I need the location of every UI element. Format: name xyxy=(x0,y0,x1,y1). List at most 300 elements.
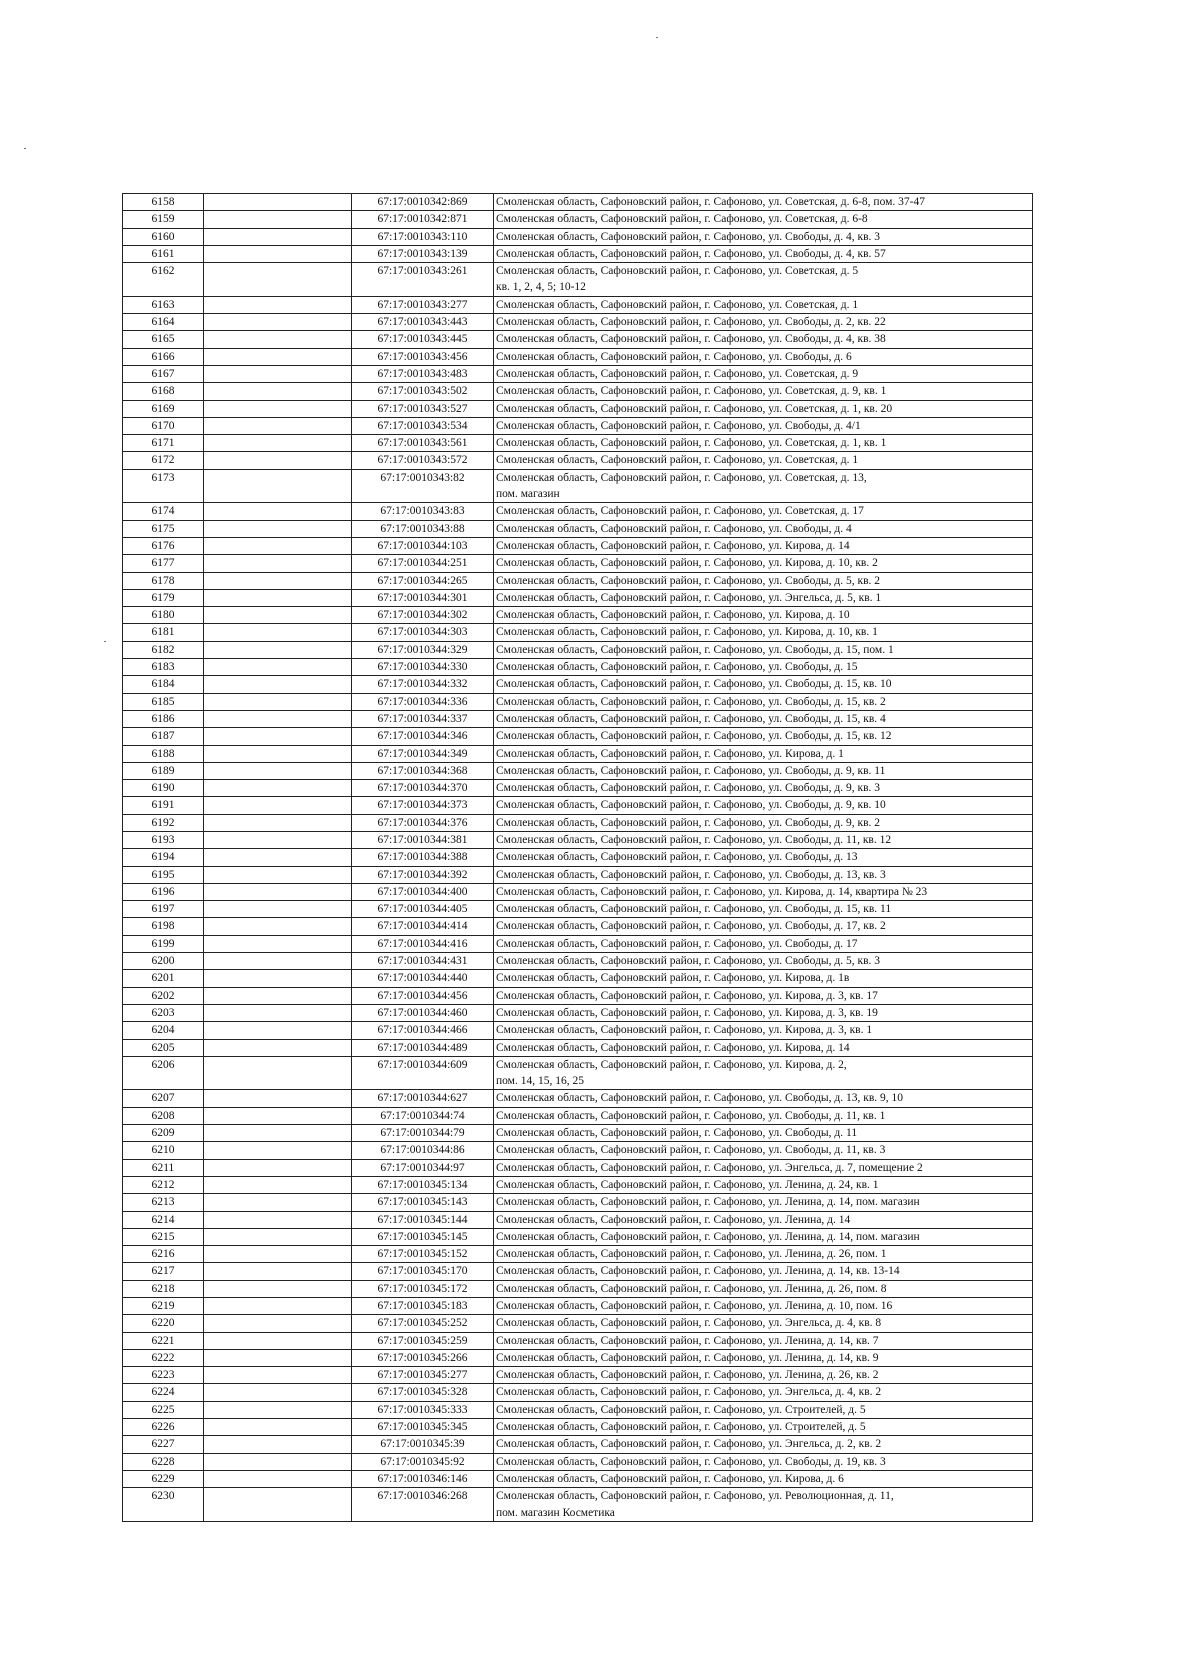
address-line: Смоленская область, Сафоновский район, г. Сафоново, ул. Свободы, д. 15, кв. 4 xyxy=(496,712,886,725)
row-number-cell: 6187 xyxy=(123,728,204,745)
address-line: Смоленская область, Сафоновский район, г. Сафоново, ул. Свободы, д. 4 xyxy=(496,522,852,535)
empty-cell xyxy=(204,228,352,245)
empty-cell xyxy=(204,211,352,228)
address-cell xyxy=(494,1039,1033,1056)
address-line: Смоленская область, Сафоновский район, г. Сафоново, ул. Кирова, д. 10 xyxy=(496,609,850,622)
table-row xyxy=(123,1419,1033,1436)
address-line: Смоленская область, Сафоновский район, г. Сафоново, ул. Ленина, д. 26, пом. 8 xyxy=(496,1282,887,1295)
table-row xyxy=(123,659,1033,676)
address-cell xyxy=(494,228,1033,245)
table-row xyxy=(123,1315,1033,1332)
table-row xyxy=(123,1436,1033,1453)
cadastral-number-cell: 67:17:0010344:388 xyxy=(352,849,494,866)
address-line: Смоленская область, Сафоновский район, г. Сафоново, ул. Свободы, д. 11, кв. 1 xyxy=(496,1109,886,1122)
table-row xyxy=(123,263,1033,297)
address-cell xyxy=(494,520,1033,537)
address-line: кв. 1, 2, 4, 5; 10-12 xyxy=(496,281,586,294)
table-row xyxy=(123,831,1033,848)
row-number-cell: 6182 xyxy=(123,641,204,658)
address-cell xyxy=(494,1453,1033,1470)
address-line: Смоленская область, Сафоновский район, г. Сафоново, ул. Энгельса, д. 4, кв. 8 xyxy=(496,1317,882,1330)
cadastral-number-cell: 67:17:0010345:134 xyxy=(352,1176,494,1193)
address-cell xyxy=(494,710,1033,727)
address-cell xyxy=(494,1056,1033,1090)
table-row xyxy=(123,1488,1033,1522)
address-cell xyxy=(494,728,1033,745)
address-line: Смоленская область, Сафоновский район, г. Сафоново, ул. Ленина, д. 14, пом. магазин xyxy=(496,1196,920,1209)
address-line: Смоленская область, Сафоновский район, г. Сафоново, ул. Ленина, д. 14, кв. 7 xyxy=(496,1334,879,1347)
address-cell xyxy=(494,1298,1033,1315)
address-line: Смоленская область, Сафоновский район, г. Сафоново, ул. Ленина, д. 14, пом. магазин xyxy=(496,1230,920,1243)
cadastral-number-cell: 67:17:0010343:83 xyxy=(352,503,494,520)
address-line: Смоленская область, Сафоновский район, г. Сафоново, ул. Свободы, д. 9, кв. 2 xyxy=(496,816,881,829)
row-number-cell: 6195 xyxy=(123,866,204,883)
table-row xyxy=(123,935,1033,952)
row-number-cell: 6223 xyxy=(123,1367,204,1384)
empty-cell xyxy=(204,1142,352,1159)
empty-cell xyxy=(204,537,352,554)
row-number-cell: 6183 xyxy=(123,659,204,676)
row-number-cell: 6226 xyxy=(123,1419,204,1436)
row-number-cell: 6210 xyxy=(123,1142,204,1159)
table-row xyxy=(123,1453,1033,1470)
cadastral-number-cell: 67:17:0010343:534 xyxy=(352,417,494,434)
empty-cell xyxy=(204,831,352,848)
empty-cell xyxy=(204,383,352,400)
table-row xyxy=(123,797,1033,814)
address-line: Смоленская область, Сафоновский район, г. Сафоново, ул. Кирова, д. 1в xyxy=(496,972,850,985)
table-row xyxy=(123,1056,1033,1090)
empty-cell xyxy=(204,710,352,727)
address-line: Смоленская область, Сафоновский район, г. Сафоново, ул. Свободы, д. 15, кв. 10 xyxy=(496,678,892,691)
cadastral-number-cell: 67:17:0010344:97 xyxy=(352,1159,494,1176)
table-row xyxy=(123,1107,1033,1124)
row-number-cell: 6224 xyxy=(123,1384,204,1401)
table-row xyxy=(123,918,1033,935)
row-number-cell: 6206 xyxy=(123,1056,204,1090)
table-row xyxy=(123,296,1033,313)
row-number-cell: 6181 xyxy=(123,624,204,641)
cadastral-number-cell: 67:17:0010344:431 xyxy=(352,953,494,970)
address-line: Смоленская область, Сафоновский район, г. Сафоново, ул. Кирова, д. 10, кв. 1 xyxy=(496,626,878,639)
address-line: Смоленская область, Сафоновский район, г. Сафоново, ул. Кирова, д. 6 xyxy=(496,1472,844,1485)
empty-cell xyxy=(204,555,352,572)
empty-cell xyxy=(204,365,352,382)
cadastral-number-cell: 67:17:0010343:139 xyxy=(352,245,494,262)
address-line: Смоленская область, Сафоновский район, г. Сафоново, ул. Кирова, д. 14, квартира № 23 xyxy=(496,885,928,898)
address-line: Смоленская область, Сафоновский район, г. Сафоново, ул. Кирова, д. 3, кв. 17 xyxy=(496,989,878,1002)
address-line: Смоленская область, Сафоновский район, г. Сафоново, ул. Советская, д. 17 xyxy=(496,505,864,518)
address-line: Смоленская область, Сафоновский район, г. Сафоново, ул. Ленина, д. 14, кв. 13-14 xyxy=(496,1265,900,1278)
address-line: Смоленская область, Сафоновский район, г. Сафоново, ул. Свободы, д. 13, кв. 9, 10 xyxy=(496,1092,904,1105)
row-number-cell: 6229 xyxy=(123,1470,204,1487)
address-line: пом. 14, 15, 16, 25 xyxy=(496,1075,584,1088)
address-line: Смоленская область, Сафоновский район, г. Сафоново, ул. Советская, д. 5 xyxy=(496,265,859,278)
empty-cell xyxy=(204,918,352,935)
address-cell xyxy=(494,935,1033,952)
cadastral-number-cell: 67:17:0010344:414 xyxy=(352,918,494,935)
table-row xyxy=(123,520,1033,537)
row-number-cell: 6165 xyxy=(123,331,204,348)
address-cell xyxy=(494,987,1033,1004)
row-number-cell: 6203 xyxy=(123,1004,204,1021)
address-line: Смоленская область, Сафоновский район, г. Сафоново, ул. Свободы, д. 11 xyxy=(496,1127,858,1140)
cadastral-number-cell: 67:17:0010346:146 xyxy=(352,1470,494,1487)
cadastral-number-cell: 67:17:0010345:277 xyxy=(352,1367,494,1384)
table-row xyxy=(123,1142,1033,1159)
cadastral-number-cell: 67:17:0010344:251 xyxy=(352,555,494,572)
cadastral-number-cell: 67:17:0010344:416 xyxy=(352,935,494,952)
cadastral-number-cell: 67:17:0010343:261 xyxy=(352,263,494,297)
table-row xyxy=(123,1401,1033,1418)
address-line: Смоленская область, Сафоновский район, г. Сафоново, ул. Свободы, д. 4, кв. 38 xyxy=(496,333,886,346)
cadastral-number-cell: 67:17:0010342:869 xyxy=(352,194,494,211)
address-cell xyxy=(494,365,1033,382)
cadastral-number-cell: 67:17:0010343:483 xyxy=(352,365,494,382)
row-number-cell: 6225 xyxy=(123,1401,204,1418)
row-number-cell: 6167 xyxy=(123,365,204,382)
empty-cell xyxy=(204,194,352,211)
empty-cell xyxy=(204,348,352,365)
row-number-cell: 6212 xyxy=(123,1176,204,1193)
address-cell xyxy=(494,1332,1033,1349)
row-number-cell: 6180 xyxy=(123,607,204,624)
row-number-cell: 6186 xyxy=(123,710,204,727)
cadastral-number-cell: 67:17:0010345:144 xyxy=(352,1211,494,1228)
table-row xyxy=(123,1367,1033,1384)
cadastral-number-cell: 67:17:0010345:145 xyxy=(352,1228,494,1245)
empty-cell xyxy=(204,1263,352,1280)
row-number-cell: 6211 xyxy=(123,1159,204,1176)
empty-cell xyxy=(204,607,352,624)
empty-cell xyxy=(204,676,352,693)
address-line: Смоленская область, Сафоновский район, г. Сафоново, ул. Свободы, д. 9, кв. 3 xyxy=(496,782,881,795)
cadastral-number-cell: 67:17:0010345:252 xyxy=(352,1315,494,1332)
table-row xyxy=(123,383,1033,400)
row-number-cell: 6207 xyxy=(123,1090,204,1107)
empty-cell xyxy=(204,1228,352,1245)
empty-cell xyxy=(204,1159,352,1176)
row-number-cell: 6209 xyxy=(123,1125,204,1142)
row-number-cell: 6163 xyxy=(123,296,204,313)
empty-cell xyxy=(204,1090,352,1107)
address-cell xyxy=(494,452,1033,469)
address-line: Смоленская область, Сафоновский район, г. Сафоново, ул. Советская, д. 1, кв. 1 xyxy=(496,437,887,450)
address-line: Смоленская область, Сафоновский район, г. Сафоново, ул. Ленина, д. 24, кв. 1 xyxy=(496,1178,879,1191)
address-line: Смоленская область, Сафоновский район, г. Сафоново, ул. Энгельса, д. 5, кв. 1 xyxy=(496,591,882,604)
address-line: пом. магазин xyxy=(496,488,560,501)
table-row xyxy=(123,1194,1033,1211)
table-row xyxy=(123,607,1033,624)
table-row xyxy=(123,624,1033,641)
empty-cell xyxy=(204,641,352,658)
address-line: Смоленская область, Сафоновский район, г. Сафоново, ул. Ленина, д. 14, кв. 9 xyxy=(496,1351,879,1364)
empty-cell xyxy=(204,1004,352,1021)
address-line: Смоленская область, Сафоновский район, г. Сафоново, ул. Советская, д. 1 xyxy=(496,298,859,311)
table-row xyxy=(123,1349,1033,1366)
address-cell xyxy=(494,1419,1033,1436)
table-row xyxy=(123,901,1033,918)
row-number-cell: 6175 xyxy=(123,520,204,537)
empty-cell xyxy=(204,296,352,313)
cadastral-number-cell: 67:17:0010343:445 xyxy=(352,331,494,348)
address-line: Смоленская область, Сафоновский район, г. Сафоново, ул. Энгельса, д. 4, кв. 2 xyxy=(496,1386,882,1399)
cadastral-number-cell: 67:17:0010344:329 xyxy=(352,641,494,658)
empty-cell xyxy=(204,1280,352,1297)
cadastral-number-cell: 67:17:0010344:460 xyxy=(352,1004,494,1021)
cadastral-number-cell: 67:17:0010343:456 xyxy=(352,348,494,365)
empty-cell xyxy=(204,1022,352,1039)
address-line: Смоленская область, Сафоновский район, г. Сафоново, ул. Строителей, д. 5 xyxy=(496,1403,866,1416)
empty-cell xyxy=(204,728,352,745)
empty-cell xyxy=(204,901,352,918)
cadastral-number-cell: 67:17:0010343:443 xyxy=(352,314,494,331)
row-number-cell: 6196 xyxy=(123,883,204,900)
address-cell xyxy=(494,348,1033,365)
row-number-cell: 6222 xyxy=(123,1349,204,1366)
cadastral-number-cell: 67:17:0010344:265 xyxy=(352,572,494,589)
empty-cell xyxy=(204,1194,352,1211)
cadastral-number-cell: 67:17:0010345:39 xyxy=(352,1436,494,1453)
row-number-cell: 6221 xyxy=(123,1332,204,1349)
cadastral-number-cell: 67:17:0010343:110 xyxy=(352,228,494,245)
empty-cell xyxy=(204,1315,352,1332)
address-line: Смоленская область, Сафоновский район, г. Сафоново, ул. Свободы, д. 15, кв. 2 xyxy=(496,695,886,708)
table-row xyxy=(123,780,1033,797)
table-row xyxy=(123,1332,1033,1349)
cadastral-number-cell: 67:17:0010344:381 xyxy=(352,831,494,848)
address-cell xyxy=(494,245,1033,262)
table-row xyxy=(123,710,1033,727)
address-line: Смоленская область, Сафоновский район, г. Сафоново, ул. Свободы, д. 4/1 xyxy=(496,419,861,432)
row-number-cell: 6176 xyxy=(123,537,204,554)
row-number-cell: 6189 xyxy=(123,762,204,779)
cadastral-number-cell: 67:17:0010345:259 xyxy=(352,1332,494,1349)
address-line: Смоленская область, Сафоновский район, г. Сафоново, ул. Ленина, д. 26, пом. 1 xyxy=(496,1248,887,1261)
address-line: Смоленская область, Сафоновский район, г. Сафоново, ул. Кирова, д. 14 xyxy=(496,539,850,552)
cadastral-number-cell: 67:17:0010344:79 xyxy=(352,1125,494,1142)
address-line: Смоленская область, Сафоновский район, г. Сафоново, ул. Свободы, д. 4, кв. 57 xyxy=(496,247,886,260)
empty-cell xyxy=(204,1401,352,1418)
address-cell xyxy=(494,1367,1033,1384)
table-row xyxy=(123,953,1033,970)
empty-cell xyxy=(204,745,352,762)
row-number-cell: 6192 xyxy=(123,814,204,831)
address-cell xyxy=(494,693,1033,710)
cadastral-number-cell: 67:17:0010344:370 xyxy=(352,780,494,797)
table-row xyxy=(123,1280,1033,1297)
empty-cell xyxy=(204,814,352,831)
address-cell xyxy=(494,503,1033,520)
address-cell xyxy=(494,1004,1033,1021)
cadastral-number-cell: 67:17:0010344:337 xyxy=(352,710,494,727)
address-line: Смоленская область, Сафоновский район, г. Сафоново, ул. Кирова, д. 10, кв. 2 xyxy=(496,557,878,570)
scan-speck xyxy=(656,37,658,38)
cadastral-number-cell: 67:17:0010344:330 xyxy=(352,659,494,676)
cadastral-number-cell: 67:17:0010344:466 xyxy=(352,1022,494,1039)
row-number-cell: 6174 xyxy=(123,503,204,520)
empty-cell xyxy=(204,572,352,589)
row-number-cell: 6191 xyxy=(123,797,204,814)
empty-cell xyxy=(204,1419,352,1436)
row-number-cell: 6199 xyxy=(123,935,204,952)
table-row xyxy=(123,987,1033,1004)
address-line: Смоленская область, Сафоновский район, г. Сафоново, ул. Кирова, д. 3, кв. 1 xyxy=(496,1024,873,1037)
address-line: Смоленская область, Сафоновский район, г. Сафоново, ул. Ленина, д. 26, кв. 2 xyxy=(496,1369,879,1382)
table-row xyxy=(123,1263,1033,1280)
row-number-cell: 6193 xyxy=(123,831,204,848)
empty-cell xyxy=(204,1367,352,1384)
row-number-cell: 6166 xyxy=(123,348,204,365)
row-number-cell: 6218 xyxy=(123,1280,204,1297)
empty-cell xyxy=(204,1039,352,1056)
table-row xyxy=(123,503,1033,520)
empty-cell xyxy=(204,953,352,970)
table-row xyxy=(123,745,1033,762)
table-row xyxy=(123,693,1033,710)
address-line: Смоленская область, Сафоновский район, г. Сафоново, ул. Советская, д. 1 xyxy=(496,454,859,467)
row-number-cell: 6219 xyxy=(123,1298,204,1315)
address-line: Смоленская область, Сафоновский район, г. Сафоново, ул. Революционная, д. 11, xyxy=(496,1490,894,1503)
cadastral-number-cell: 67:17:0010343:88 xyxy=(352,520,494,537)
empty-cell xyxy=(204,1332,352,1349)
table-row xyxy=(123,1176,1033,1193)
cadastral-number-cell: 67:17:0010343:277 xyxy=(352,296,494,313)
row-number-cell: 6177 xyxy=(123,555,204,572)
row-number-cell: 6162 xyxy=(123,263,204,297)
address-line: Смоленская область, Сафоновский район, г. Сафоново, ул. Свободы, д. 6 xyxy=(496,350,852,363)
row-number-cell: 6227 xyxy=(123,1436,204,1453)
address-cell xyxy=(494,1090,1033,1107)
row-number-cell: 6205 xyxy=(123,1039,204,1056)
address-line: Смоленская область, Сафоновский район, г. Сафоново, ул. Свободы, д. 9, кв. 10 xyxy=(496,799,886,812)
address-cell xyxy=(494,331,1033,348)
table-row xyxy=(123,728,1033,745)
address-line: Смоленская область, Сафоновский район, г. Сафоново, ул. Свободы, д. 11, кв. 3 xyxy=(496,1144,886,1157)
empty-cell xyxy=(204,866,352,883)
address-line: Смоленская область, Сафоновский район, г. Сафоново, ул. Свободы, д. 17, кв. 2 xyxy=(496,920,886,933)
address-cell xyxy=(494,762,1033,779)
empty-cell xyxy=(204,1470,352,1487)
address-line: Смоленская область, Сафоновский район, г. Сафоново, ул. Советская, д. 13, xyxy=(496,471,867,484)
row-number-cell: 6216 xyxy=(123,1246,204,1263)
empty-cell xyxy=(204,659,352,676)
cadastral-number-cell: 67:17:0010344:346 xyxy=(352,728,494,745)
row-number-cell: 6188 xyxy=(123,745,204,762)
address-cell xyxy=(494,831,1033,848)
address-line: Смоленская область, Сафоновский район, г. Сафоново, ул. Свободы, д. 9, кв. 11 xyxy=(496,764,886,777)
cadastral-number-cell: 67:17:0010344:405 xyxy=(352,901,494,918)
address-line: Смоленская область, Сафоновский район, г. Сафоново, ул. Энгельса, д. 7, помещение 2 xyxy=(496,1161,923,1174)
address-cell xyxy=(494,589,1033,606)
table-row xyxy=(123,245,1033,262)
address-cell xyxy=(494,659,1033,676)
scan-speck xyxy=(104,641,106,642)
address-cell xyxy=(494,469,1033,503)
empty-cell xyxy=(204,883,352,900)
empty-cell xyxy=(204,1349,352,1366)
table-row xyxy=(123,1159,1033,1176)
address-cell xyxy=(494,1159,1033,1176)
address-cell xyxy=(494,1022,1033,1039)
address-cell xyxy=(494,814,1033,831)
table-row xyxy=(123,814,1033,831)
row-number-cell: 6164 xyxy=(123,314,204,331)
row-number-cell: 6158 xyxy=(123,194,204,211)
address-cell xyxy=(494,314,1033,331)
table-row xyxy=(123,400,1033,417)
address-line: пом. магазин Косметика xyxy=(496,1506,615,1519)
table-row xyxy=(123,555,1033,572)
table-row xyxy=(123,1039,1033,1056)
cadastral-number-cell: 67:17:0010345:172 xyxy=(352,1280,494,1297)
address-cell xyxy=(494,641,1033,658)
cadastral-number-cell: 67:17:0010344:627 xyxy=(352,1090,494,1107)
address-line: Смоленская область, Сафоновский район, г. Сафоново, ул. Свободы, д. 19, кв. 3 xyxy=(496,1455,886,1468)
address-cell xyxy=(494,1263,1033,1280)
table-row xyxy=(123,348,1033,365)
address-line: Смоленская область, Сафоновский район, г. Сафоново, ул. Советская, д. 6-8 xyxy=(496,213,868,226)
empty-cell xyxy=(204,520,352,537)
table-row xyxy=(123,1470,1033,1487)
table-row xyxy=(123,435,1033,452)
address-cell xyxy=(494,607,1033,624)
empty-cell xyxy=(204,263,352,297)
cadastral-number-cell: 67:17:0010344:302 xyxy=(352,607,494,624)
empty-cell xyxy=(204,1436,352,1453)
row-number-cell: 6194 xyxy=(123,849,204,866)
empty-cell xyxy=(204,1384,352,1401)
cadastral-number-cell: 67:17:0010344:400 xyxy=(352,883,494,900)
address-cell xyxy=(494,970,1033,987)
table-row xyxy=(123,1384,1033,1401)
table-row xyxy=(123,1228,1033,1245)
address-line: Смоленская область, Сафоновский район, г. Сафоново, ул. Свободы, д. 15, пом. 1 xyxy=(496,643,894,656)
empty-cell xyxy=(204,1488,352,1522)
row-number-cell: 6172 xyxy=(123,452,204,469)
address-line: Смоленская область, Сафоновский район, г. Сафоново, ул. Свободы, д. 15 xyxy=(496,661,858,674)
empty-cell xyxy=(204,435,352,452)
empty-cell xyxy=(204,589,352,606)
address-line: Смоленская область, Сафоновский район, г. Сафоново, ул. Советская, д. 9 xyxy=(496,367,859,380)
address-cell xyxy=(494,537,1033,554)
row-number-cell: 6220 xyxy=(123,1315,204,1332)
empty-cell xyxy=(204,1246,352,1263)
table-row xyxy=(123,417,1033,434)
address-line: Смоленская область, Сафоновский район, г. Сафоново, ул. Ленина, д. 10, пом. 16 xyxy=(496,1300,893,1312)
table-row xyxy=(123,365,1033,382)
table-row xyxy=(123,331,1033,348)
address-cell xyxy=(494,1194,1033,1211)
empty-cell xyxy=(204,797,352,814)
cadastral-number-cell: 67:17:0010345:345 xyxy=(352,1419,494,1436)
address-line: Смоленская область, Сафоновский район, г. Сафоново, ул. Свободы, д. 5, кв. 3 xyxy=(496,955,881,968)
row-number-cell: 6197 xyxy=(123,901,204,918)
table-row xyxy=(123,849,1033,866)
cadastral-number-cell: 67:17:0010345:143 xyxy=(352,1194,494,1211)
empty-cell xyxy=(204,987,352,1004)
address-cell xyxy=(494,745,1033,762)
address-line: Смоленская область, Сафоновский район, г. Сафоново, ул. Свободы, д. 17 xyxy=(496,937,858,950)
table-row xyxy=(123,589,1033,606)
row-number-cell: 6190 xyxy=(123,780,204,797)
row-number-cell: 6159 xyxy=(123,211,204,228)
cadastral-number-cell: 67:17:0010343:527 xyxy=(352,400,494,417)
row-number-cell: 6161 xyxy=(123,245,204,262)
address-cell xyxy=(494,263,1033,297)
address-cell xyxy=(494,1125,1033,1142)
address-cell xyxy=(494,918,1033,935)
